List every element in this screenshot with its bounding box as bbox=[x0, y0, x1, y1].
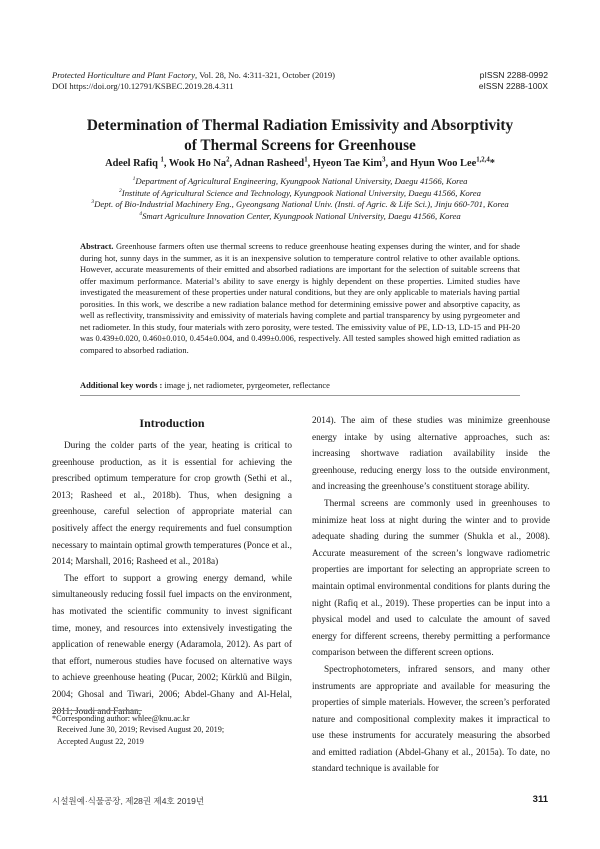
issn-block bbox=[428, 70, 548, 92]
footnote-divider bbox=[52, 710, 142, 711]
corresponding-mark: * bbox=[489, 158, 495, 169]
author-4-affil: 3 bbox=[382, 156, 386, 164]
journal-name: Protected Horticulture and Plant Factory bbox=[52, 70, 196, 80]
keywords-label: Additional key words : bbox=[80, 380, 163, 390]
author-1: Adeel Rafiq bbox=[105, 158, 161, 169]
affiliation-3-text: Dept. of Bio-Industrial Machinery Eng., Gyeongsang National Univ. (Insti. of Agric. & Life Sci.), Jinju 660-701, Korea bbox=[94, 199, 509, 209]
title-line-2: of Thermal Screens for Greenhouse bbox=[184, 137, 416, 154]
author-3: , Adnan Rasheed bbox=[229, 158, 305, 169]
affiliation-4 bbox=[30, 211, 570, 223]
affiliation-2-text: Institute of Agricultural Science and Technology, Kyungpook National University, Daegu 41566, Korea bbox=[121, 187, 482, 198]
intro-paragraph-4: Spectrophotometers, infrared sensors, and many other instruments are appropriate and available for measuring the properties of simple materials. However, the screen’s perforated nature and compositional complexity makes it impractical to use these instruments for accurately measuring the absorbed and emitted radiation (Abdel-Ghany et al., 2015a). To date, no standard technique is available for bbox=[312, 664, 550, 775]
intro-paragraph-3: Thermal screens are commonly used in greenhouses to minimize heat loss at night during the winter and to provide adequate shading during the summer (Shukla et al., 2008). Accurate measurement of the screen’s longwave radiometric properties are important for selecting an appropriate screen to maintain optimal environmental conditions for plants during the night (Rafiq et al., 2019). These properties can be input into a physical model and used to calculate the amount of saved energy for different screens, thereby permitting a performance comparison between the different screen options. bbox=[312, 498, 550, 659]
paper-title bbox=[40, 116, 560, 156]
left-column bbox=[52, 413, 292, 720]
affiliation-1-text: Department of Agricultural Engineering, Kyungpook National University, Daegu 41566, Korea bbox=[135, 176, 468, 186]
author-5-affil: 1,2,4 bbox=[476, 156, 490, 164]
intro-paragraph-2-continued: 2014). The aim of these studies was minimize greenhouse energy intake by using alternative approaches, such as: increasing shortwave radiation availability inside the greenhouse, reducing energy loss to the outside environment, and increasing the greenhouse’s constituent storage ability. bbox=[312, 416, 550, 493]
affiliation-1 bbox=[30, 176, 570, 188]
right-column bbox=[312, 413, 550, 778]
affiliation-1-num: 1 bbox=[132, 176, 136, 183]
author-4: , Hyeon Tae Kim bbox=[307, 158, 383, 169]
abstract-label: Abstract. bbox=[80, 241, 114, 251]
affiliation-3 bbox=[30, 199, 570, 211]
section-heading-introduction: Introduction bbox=[139, 416, 205, 430]
doi-link[interactable]: DOI https://doi.org/10.12791/KSBEC.2019.28.4.311 bbox=[52, 81, 234, 91]
journal-citation: , Vol. 28, No. 4:311-321, October (2019) bbox=[195, 70, 336, 80]
journal-header bbox=[52, 70, 412, 92]
title-line-1: Determination of Thermal Radiation Emissivity and Absorptivity bbox=[86, 117, 514, 134]
abstract bbox=[80, 241, 520, 356]
keywords-text: image j, net radiometer, pyrgeometer, reflectance bbox=[162, 380, 330, 390]
affiliations bbox=[30, 176, 570, 222]
intro-paragraph-2: The effort to support a growing energy demand, while simultaneously reducing fossil fuel impacts on the environment, has motivated the scientific community to invest significant time, money, and resources into extensively investigating the application of renewable energy (Adaramola, 2012). As part of that effort, numerous studies have focused on alternative ways to achieve greenhouse heating (Pucar, 2002; Kürklü and Bilgin, 2004; Ghosal and Tiwari, 2006; Abdel-Ghany and Al-Helal, 2011; Joudi and Farhan, bbox=[52, 573, 292, 717]
author-list bbox=[40, 158, 560, 169]
author-2-affil: 2 bbox=[226, 156, 230, 164]
keywords bbox=[80, 380, 520, 391]
author-5: , and Hyun Woo Lee bbox=[385, 158, 477, 169]
affiliation-3-num: 3 bbox=[91, 199, 95, 206]
footer-journal: 시설원예·식물공장, 제28권 제4호 2019년 bbox=[52, 796, 205, 806]
received-dates: Received June 30, 2019; Revised August 20, 2019; bbox=[57, 725, 225, 735]
intro-paragraph-1: During the colder parts of the year, heating is critical to greenhouse production, as it is essential for achieving the prescribed optimum temperature for crop growth (Sethi et al., 2013; Rasheed et al., 2018b). Thus, when designing a greenhouse, careful selection of appropriate material can positively affect the energy requirements and fuel consumption necessary to maintain optimal growth temperatures (Ponce et al., 2014; Marshall, 2016; Rasheed et al., 2018a) bbox=[52, 441, 292, 568]
author-1-affil: 1 bbox=[160, 156, 164, 164]
keywords-divider bbox=[80, 395, 520, 396]
author-2: , Wook Ho Na bbox=[163, 158, 227, 169]
affiliation-4-text: Smart Agriculture Innovation Center, Kyungpook National University, Daegu 41566, Korea bbox=[142, 210, 461, 221]
footnotes bbox=[52, 713, 302, 747]
affiliation-2 bbox=[30, 188, 570, 200]
abstract-text: Greenhouse farmers often use thermal screens to reduce greenhouse heating expenses during the winter, and for shade during hot, sunny days in the summer, as it is an inexpensive solution to temperature control relative to other available options. However, accurate measurements of their emitted and absorbed radiations are important for the selection of suitable screens that offer maximum performance. Material’s ability to save energy is highly dependent on these properties. Limited studies have investigated the measurement of these properties under natural conditions, but they are only applicable to materials having partial porosities. In this work, we describe a new radiation balance method for determining emissive power and absorptive capacity, as well as reflectivity, transmissivity and emissivity of materials having complete and partial transparency by using pyrgeometer and net radiometer. In this study, four materials with zero porosity, were tested. The emissivity value of PE, LD-13, LD-15 and PH-20 was 0.439±0.020, 0.460±0.010, 0.454±0.004, and 0.499±0.006, respectively. All tested samples showed high emitted radiation as compared to absorbed radiation. bbox=[80, 241, 520, 355]
author-3-affil: 1 bbox=[304, 156, 308, 164]
affiliation-2-num: 2 bbox=[118, 187, 122, 194]
accepted-date: Accepted August 22, 2019 bbox=[57, 736, 144, 746]
affiliation-4-num: 4 bbox=[139, 210, 143, 217]
page-number: 311 bbox=[532, 794, 548, 805]
pissn: pISSN 2288-0992 bbox=[479, 70, 548, 80]
eissn: eISSN 2288-100X bbox=[478, 81, 548, 91]
corresponding-author: *Corresponding author: whlee@knu.ac.kr bbox=[52, 714, 190, 723]
